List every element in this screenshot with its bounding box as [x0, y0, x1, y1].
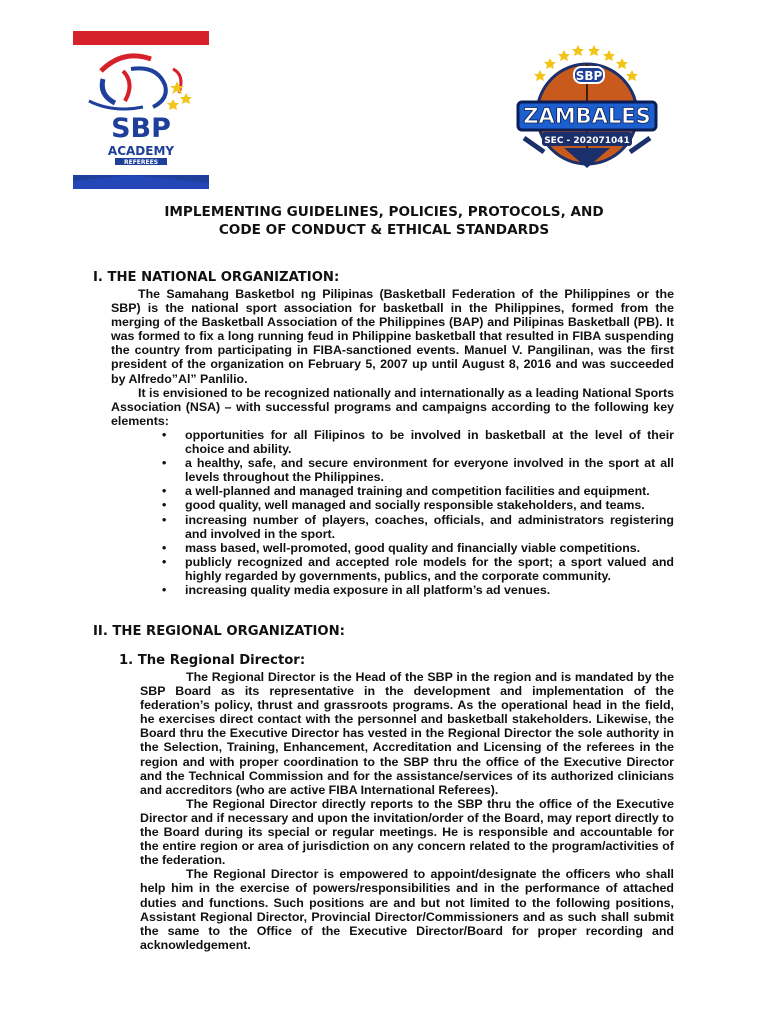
regional-director-paragraph-3: The Regional Director is empowered to appoint/designate the officers who shall help him in the exercise of powers/responsibilities and in the performance of attached duties and functions. Such positions are and but not limited to the following positions, Assistant Regional Director, Provincial Director/Commissioners and as such shall submit the same to the Office of the Executive Director/Board for proper recording and acknowledgement.: [140, 867, 674, 952]
svg-text:SBP: SBP: [111, 113, 171, 144]
section-1-body: [111, 287, 674, 597]
section-1-paragraph-2: It is envisioned to be recognized nationally and internationally as a leading National Sports Association (NSA) – with successful programs and campaigns according to the following key elements:: [111, 385, 674, 428]
list-item: • publicly recognized and accepted role models for the sport; a sport valued and highly regarded by governments, publics, and the corporate community.: [162, 554, 674, 583]
list-item: • increasing number of players, coaches, officials, and administrators registering and involved in the sport.: [162, 512, 674, 541]
svg-text:SEC - 202071041: SEC - 202071041: [544, 136, 630, 146]
list-item: • a healthy, safe, and secure environment for everyone involved in the sport at all levels throughout the Philippines.: [162, 456, 674, 485]
title-line-2: CODE OF CONDUCT & ETHICAL STANDARDS: [218, 221, 550, 238]
section-1-heading: I. THE NATIONAL ORGANIZATION:: [93, 270, 340, 285]
subsection-1-heading: 1. The Regional Director:: [119, 653, 306, 668]
list-item: • opportunities for all Filipinos to be involved in basketball at the level of their choice and ability.: [162, 427, 674, 457]
regional-director-paragraph-2: The Regional Director directly reports to the SBP thru the office of the Executive Director and if necessary and upon the invitation/order of the Board, may report directly to the Board during its special or regular meetings. He is responsible and accountable for the entire region or area of jurisdiction on any concern related to the program/activities of the federation.: [140, 796, 674, 868]
list-item: • good quality, well managed and socially responsible stakeholders, and teams.: [162, 498, 645, 513]
key-elements-list: [111, 428, 674, 597]
list-item: • increasing quality media exposure in all platform’s ad venues.: [162, 582, 551, 597]
sbp-zambales-logo: [514, 40, 660, 180]
section-2-heading: II. THE REGIONAL ORGANIZATION:: [93, 624, 345, 639]
svg-text:REFEREES: REFEREES: [123, 159, 159, 166]
list-item: • mass based, well-promoted, good quality and financially viable competitions.: [162, 540, 641, 555]
sbp-academy-logo: [73, 31, 209, 189]
section-2-body: [140, 670, 674, 952]
document-title: [60, 204, 708, 239]
svg-text:ACADEMY: ACADEMY: [107, 144, 175, 158]
list-item: • a well-planned and managed training and competition facilities and equipment.: [162, 484, 650, 499]
title-line-1: IMPLEMENTING GUIDELINES, POLICIES, PROTOCOLS, AND: [164, 204, 604, 220]
svg-text:ZAMBALES: ZAMBALES: [523, 104, 651, 128]
section-1-paragraph-1: The Samahang Basketbol ng Pilipinas (Basketball Federation of the Philippines or the SBP) is the national sport association for basketball in the Philippines, formed from the merging of the Basketball Association of the Philippines (BAP) and Pilipinas Basketball (PB). It was formed to fix a long running feud in Philippine basketball that resulted in FIBA suspending the country from participating in FIBA-sanctioned events. Manuel V. Pangilinan, was the first president of the organization on February 5, 2007 up until August 8, 2016 and was succeeded by Alfredo”Al” Panlilio.: [111, 287, 674, 386]
svg-text:SBP: SBP: [575, 69, 603, 83]
regional-director-paragraph-1: The Regional Director is the Head of the SBP in the region and is mandated by the SBP Board as its representative in the development and implementation of the federation’s policy, thrust and grassroots programs. As the operational head in the field, he exercises direct contact with the personnel and basketball stakeholders. Likewise, the Board thru the Executive Director has vested in the Regional Director the sole authority in the Selection, Training, Enhancement, Accreditation and Licensing of the referees in the region and with proper coordination to the SBP thru the office of the Executive Director and the Technical Commission and for the assistance/services of its authorized clinicians and accreditors (who are active FIBA International Referees).: [140, 670, 674, 797]
